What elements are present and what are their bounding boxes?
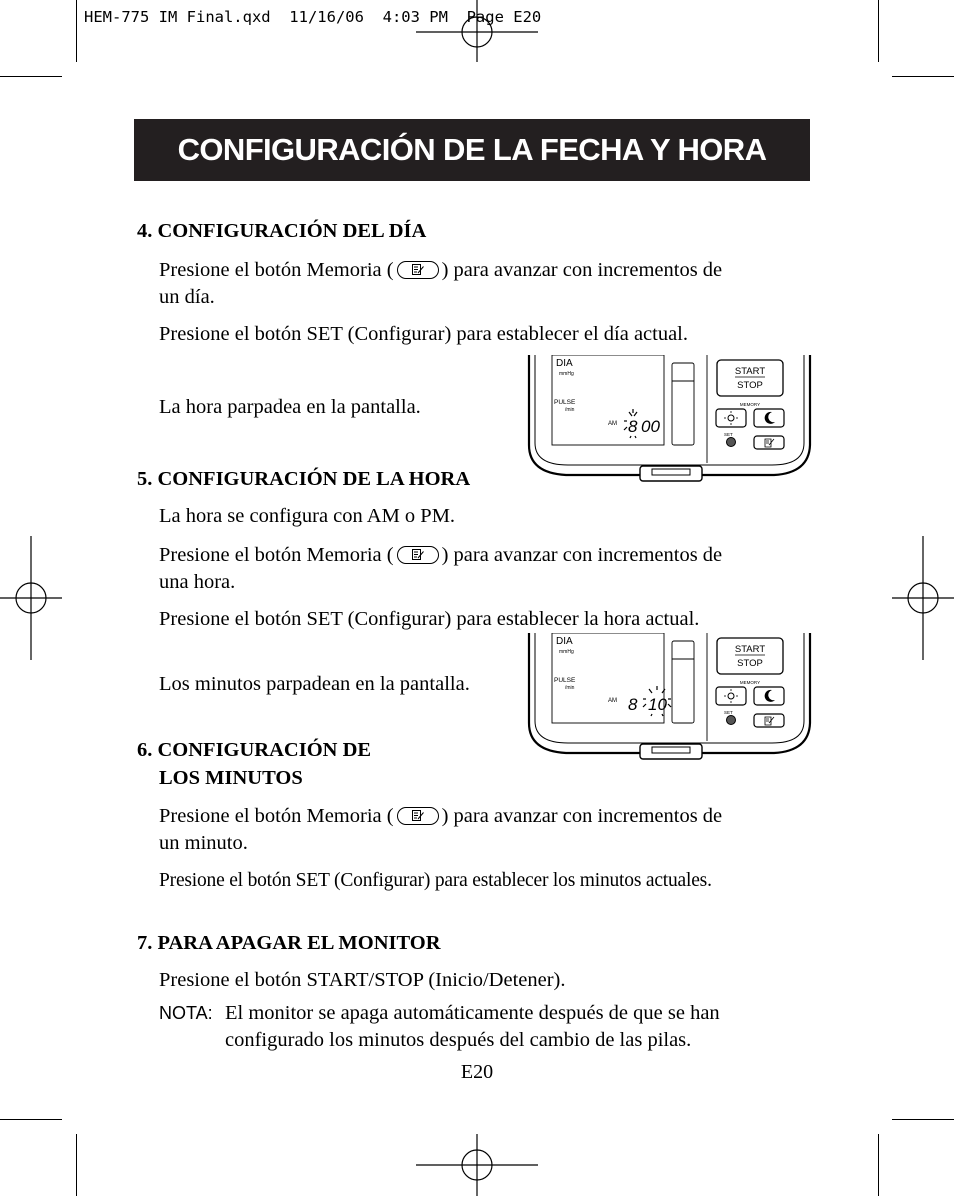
am-label: AM [608, 698, 617, 704]
section-minutes-set-text: Presione el botón SET (Configurar) para establecer los minutos actuales. [159, 870, 712, 891]
stop-button-label: STOP [737, 658, 763, 669]
title-bar [134, 119, 810, 181]
section-hour-result-text: Los minutos parpadean en la pantalla. [159, 673, 470, 695]
page-title: CONFIGURACIÓN DE LA FECHA Y HORA [177, 132, 767, 167]
evening-button [754, 687, 784, 705]
section-day-result-text: La hora parpadea en la pantalla. [159, 396, 421, 418]
registration-mark-right [892, 536, 954, 660]
memory-button-icon [397, 807, 439, 825]
nota-block [159, 1000, 720, 1051]
section-hour-ampm-text: La hora se configura con AM o PM. [159, 505, 456, 527]
nota-label: NOTA: [159, 1003, 213, 1023]
start-button-label: START [734, 366, 766, 377]
section-day-heading: 4. CONFIGURACIÓN DEL DÍA [137, 220, 427, 242]
file-slug: HEM-775 IM Final.qxd 11/16/06 4:03 PM Page E20 [84, 8, 542, 26]
section-hour-set-text: Presione el botón SET (Configurar) para establecer la hora actual. [159, 608, 700, 630]
section-off-text: Presione el botón START/STOP (Inicio/Detener). [159, 969, 566, 991]
section-day-set-text: Presione el botón SET (Configurar) para establecer el día actual. [159, 323, 689, 345]
am-label: AM [608, 421, 617, 427]
start-button-label: START [734, 644, 766, 655]
memory-label: MEMORY [739, 680, 761, 685]
memory-button-icon [397, 546, 439, 564]
registration-mark-top [416, 0, 538, 62]
section-minutes-heading: 6. CONFIGURACIÓN DE LOS MINUTOS [137, 739, 372, 789]
registration-mark-left [0, 536, 62, 660]
dia-label: DIA [556, 636, 573, 647]
set-label: SET [724, 710, 733, 715]
registration-mark-bottom [416, 1134, 538, 1196]
dia-label: DIA [556, 358, 573, 369]
section-minutes-memory-text: Presione el botón Memoria ( ) para avanzar con incrementos de un minuto. [159, 805, 723, 854]
display-hour: 8 [628, 417, 638, 436]
per-min-label: /min [565, 685, 575, 691]
per-min-label: /min [565, 407, 575, 413]
section-hour-memory-text: Presione el botón Memoria ( ) para avanzar con incrementos de una hora. [159, 544, 723, 593]
display-minutes: 10 [648, 695, 667, 714]
pulse-label: PULSE [554, 677, 576, 684]
stop-button-label: STOP [737, 380, 763, 391]
section-off-heading: 7. PARA APAGAR EL MONITOR [137, 932, 441, 954]
page-number: E20 [460, 1061, 494, 1083]
mmhg-label: mmHg [559, 371, 574, 377]
set-button [727, 716, 736, 725]
evening-button [754, 409, 784, 427]
monitor-illustration-hour [526, 633, 814, 783]
memory-button-icon [397, 261, 439, 279]
section-hour-heading: 5. CONFIGURACIÓN DE LA HORA [137, 468, 471, 490]
display-hour: 8 [628, 695, 638, 714]
display-minutes: 00 [641, 417, 660, 436]
memory-label: MEMORY [739, 402, 761, 407]
mmhg-label: mmHg [559, 649, 574, 655]
monitor-illustration-day [526, 355, 814, 505]
nota-line-2: configurado los minutos después del cambio de las pilas. [225, 1029, 692, 1051]
nota-line-1: El monitor se apaga automáticamente después de que se han [225, 1002, 720, 1024]
pulse-label: PULSE [554, 399, 576, 406]
set-label: SET [724, 432, 733, 437]
section-day-memory-text: Presione el botón Memoria ( ) para avanzar con incrementos de un día. [159, 259, 723, 308]
set-button [727, 438, 736, 447]
